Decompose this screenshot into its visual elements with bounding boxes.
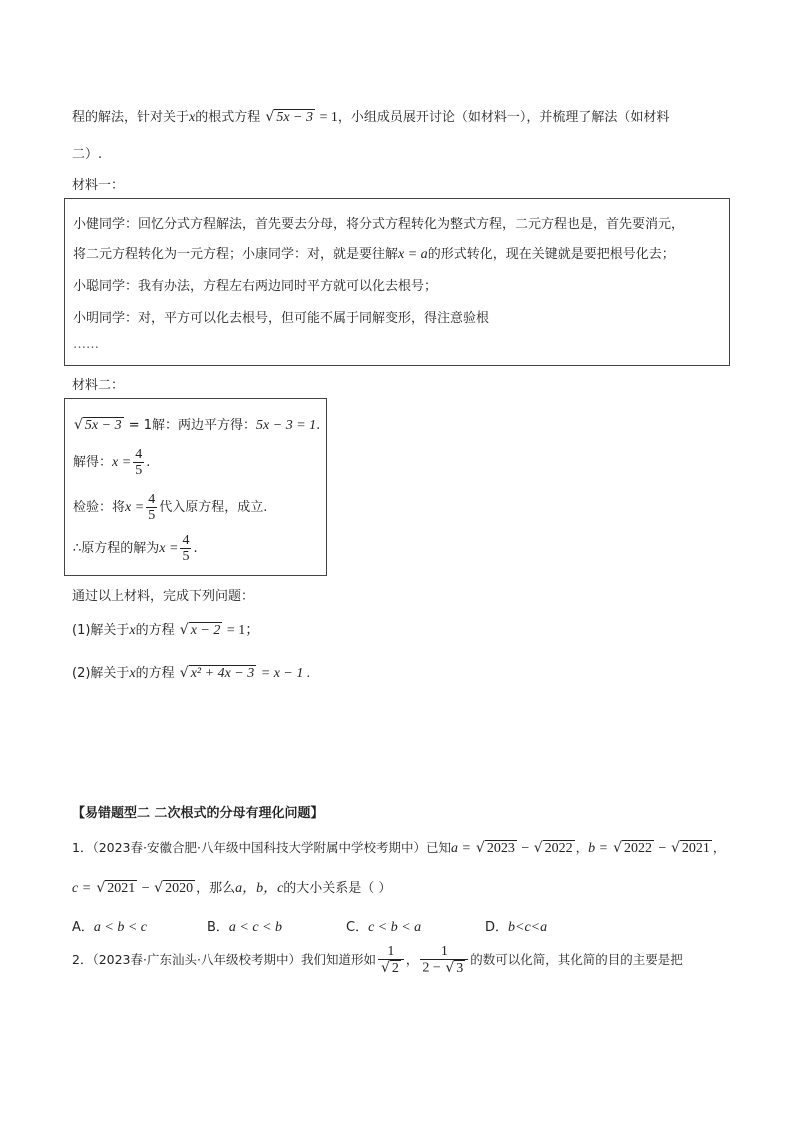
radical — [96, 880, 137, 897]
intro-line-2: 二）. — [72, 147, 103, 162]
material2-text: 解得： — [73, 455, 113, 470]
denominator — [420, 959, 468, 977]
option-b[interactable] — [207, 916, 282, 936]
section-heading: 【易错题型二 二次根式的分母有理化问题】 — [72, 806, 324, 821]
radical — [74, 417, 124, 434]
equation: x = a — [398, 247, 428, 262]
equation: x = — [159, 541, 179, 556]
material2-text: 代入原方程，成立. — [159, 500, 268, 515]
task-1 — [72, 619, 259, 639]
task-text: 的方程 — [135, 666, 175, 681]
radicand: 5x − 3 — [84, 418, 122, 433]
radicand: 2 — [391, 961, 399, 976]
question-text: 1．（2023春·安徽合肥·八年级中国科技大学附属中学校考期中）已知 — [72, 840, 451, 855]
period: . — [146, 455, 151, 470]
material2-text: ∴原方程的解为 — [73, 541, 160, 556]
question-2 — [72, 944, 683, 977]
material1-box — [64, 198, 730, 366]
radical-sign-icon: √ — [74, 417, 83, 433]
radicand: 2020 — [165, 881, 194, 896]
radical-sign-icon: √ — [179, 622, 189, 638]
task-text: 的方程 — [135, 623, 175, 638]
var-x: x — [189, 110, 196, 125]
fraction — [378, 944, 404, 977]
radical — [180, 665, 256, 682]
option-label: C． — [346, 920, 369, 935]
period: . — [316, 418, 321, 433]
radical-sign-icon: √ — [613, 840, 623, 856]
denominator: 5 — [148, 508, 156, 523]
intro-text: 程的解法，针对关于 — [72, 110, 190, 125]
radical — [154, 880, 195, 897]
equation: b = — [588, 841, 609, 856]
operator: − — [517, 841, 533, 856]
material2-title: 材料二： — [72, 378, 125, 393]
option-text: c < b < a — [368, 920, 422, 935]
task-text: (1)解关于 — [72, 623, 130, 638]
equation: x = — [125, 500, 145, 515]
radical — [180, 622, 223, 639]
equation-rhs: = x − 1 . — [257, 666, 311, 681]
numerator: 4 — [135, 447, 143, 462]
fraction — [420, 944, 468, 977]
radical-sign-icon: √ — [533, 840, 543, 856]
radical — [445, 960, 465, 977]
intro-text: ，小组成员展开讨论（如材料一），并梳理了解法（如材料 — [337, 110, 670, 125]
question-text: 的大小关系是（ ） — [283, 881, 392, 896]
radicand: 2021 — [107, 881, 136, 896]
equation: x = — [112, 455, 132, 470]
material2-text: 检验：将 — [73, 500, 126, 515]
variables: a，b，c — [235, 881, 284, 896]
question-1-cont — [72, 877, 391, 897]
radical — [381, 960, 401, 977]
numerator: 4 — [148, 492, 156, 507]
radical — [534, 840, 575, 857]
equation: 5x − 3 = 1 — [256, 418, 317, 433]
denominator: 5 — [182, 549, 190, 564]
radical-sign-icon: √ — [96, 880, 106, 896]
radical — [476, 840, 517, 857]
denominator-text: 2 − — [422, 960, 445, 976]
separator: ， — [405, 952, 419, 967]
radicand: 5x − 3 — [276, 110, 313, 125]
period: . — [193, 541, 198, 556]
numerator: 1 — [387, 944, 395, 959]
radicand: 2022 — [544, 841, 573, 856]
question-text: ，那么 — [196, 881, 236, 896]
denominator: 5 — [135, 463, 143, 478]
fraction — [146, 492, 157, 523]
intro-line-1 — [72, 106, 669, 126]
task-2 — [72, 662, 310, 682]
radicand: 2023 — [486, 841, 515, 856]
numerator: 4 — [182, 533, 190, 548]
fraction — [133, 447, 144, 478]
tasks-intro: 通过以上材料，完成下列问题： — [72, 589, 255, 604]
radical-sign-icon: √ — [179, 665, 189, 681]
option-text: b<c<a — [508, 920, 548, 935]
material1-line: 小聪同学：我有办法，方程左右两边同时平方就可以化去根号； — [73, 279, 438, 294]
radicand: 3 — [456, 961, 464, 976]
material1-title: 材料一： — [72, 178, 125, 193]
option-d[interactable] — [485, 916, 547, 936]
radical-sign-icon: √ — [154, 880, 164, 896]
option-label: B． — [207, 920, 229, 935]
radical-sign-icon: √ — [265, 109, 275, 125]
material2-box — [64, 398, 327, 576]
material2-row — [73, 533, 198, 564]
var-x: x — [129, 666, 136, 681]
fraction — [180, 533, 191, 564]
material1-text: 的形式转化，现在关键就是要把根号化去； — [427, 247, 675, 262]
option-a[interactable] — [72, 916, 147, 936]
radical-sign-icon: √ — [475, 840, 485, 856]
operator: − — [655, 841, 670, 856]
radical — [265, 109, 315, 126]
option-label: A． — [72, 920, 94, 935]
radicand: x − 2 — [190, 623, 221, 638]
question-text: 的数可以化简，其化简的目的主要是把 — [470, 952, 683, 967]
radical-sign-icon: √ — [380, 960, 390, 976]
radicand: x² + 4x − 3 — [190, 666, 255, 681]
separator: ， — [575, 840, 589, 855]
equation: a = — [450, 841, 471, 856]
equation-rhs: = 1 — [315, 110, 338, 125]
material1-text: 将二元方程转化为一元方程；小康同学：对，就是要往解 — [73, 247, 399, 262]
option-label: D． — [485, 920, 509, 935]
radicand: 2021 — [681, 841, 710, 856]
radical — [671, 840, 712, 857]
task-text: (2)解关于 — [72, 666, 130, 681]
option-c[interactable] — [346, 916, 421, 936]
material2-text: = 1解：两边平方得： — [124, 418, 257, 433]
equation: c = — [72, 881, 92, 896]
option-text: a < c < b — [228, 920, 283, 935]
operator: − — [138, 881, 154, 896]
radical-sign-icon: √ — [445, 960, 455, 976]
material2-row — [73, 447, 150, 478]
equation-rhs: = 1； — [223, 623, 260, 638]
question-text: 2．（2023春·广东汕头·八年级校考期中）我们知道形如 — [72, 952, 376, 967]
material1-line — [73, 243, 675, 263]
option-text: a < b < c — [93, 920, 148, 935]
material1-line: 小健同学：回忆分式方程解法，首先要去分母，将分式方程转化为整式方程，二元方程也是，首先要消元， — [73, 217, 685, 232]
numerator: 1 — [440, 944, 448, 959]
question-1 — [72, 838, 725, 857]
var-x: x — [129, 623, 136, 638]
denominator — [378, 959, 404, 977]
radicand: 2022 — [624, 841, 653, 856]
material2-row — [73, 414, 320, 434]
intro-text: 的根式方程 — [195, 110, 261, 125]
radical — [613, 840, 654, 857]
material2-row — [73, 492, 267, 523]
separator: ， — [712, 840, 726, 855]
radical-sign-icon: √ — [670, 840, 680, 856]
ellipsis: …… — [73, 337, 99, 352]
material1-line: 小明同学：对，平方可以化去根号，但可能不属于同解变形，得注意验根 — [73, 311, 490, 326]
